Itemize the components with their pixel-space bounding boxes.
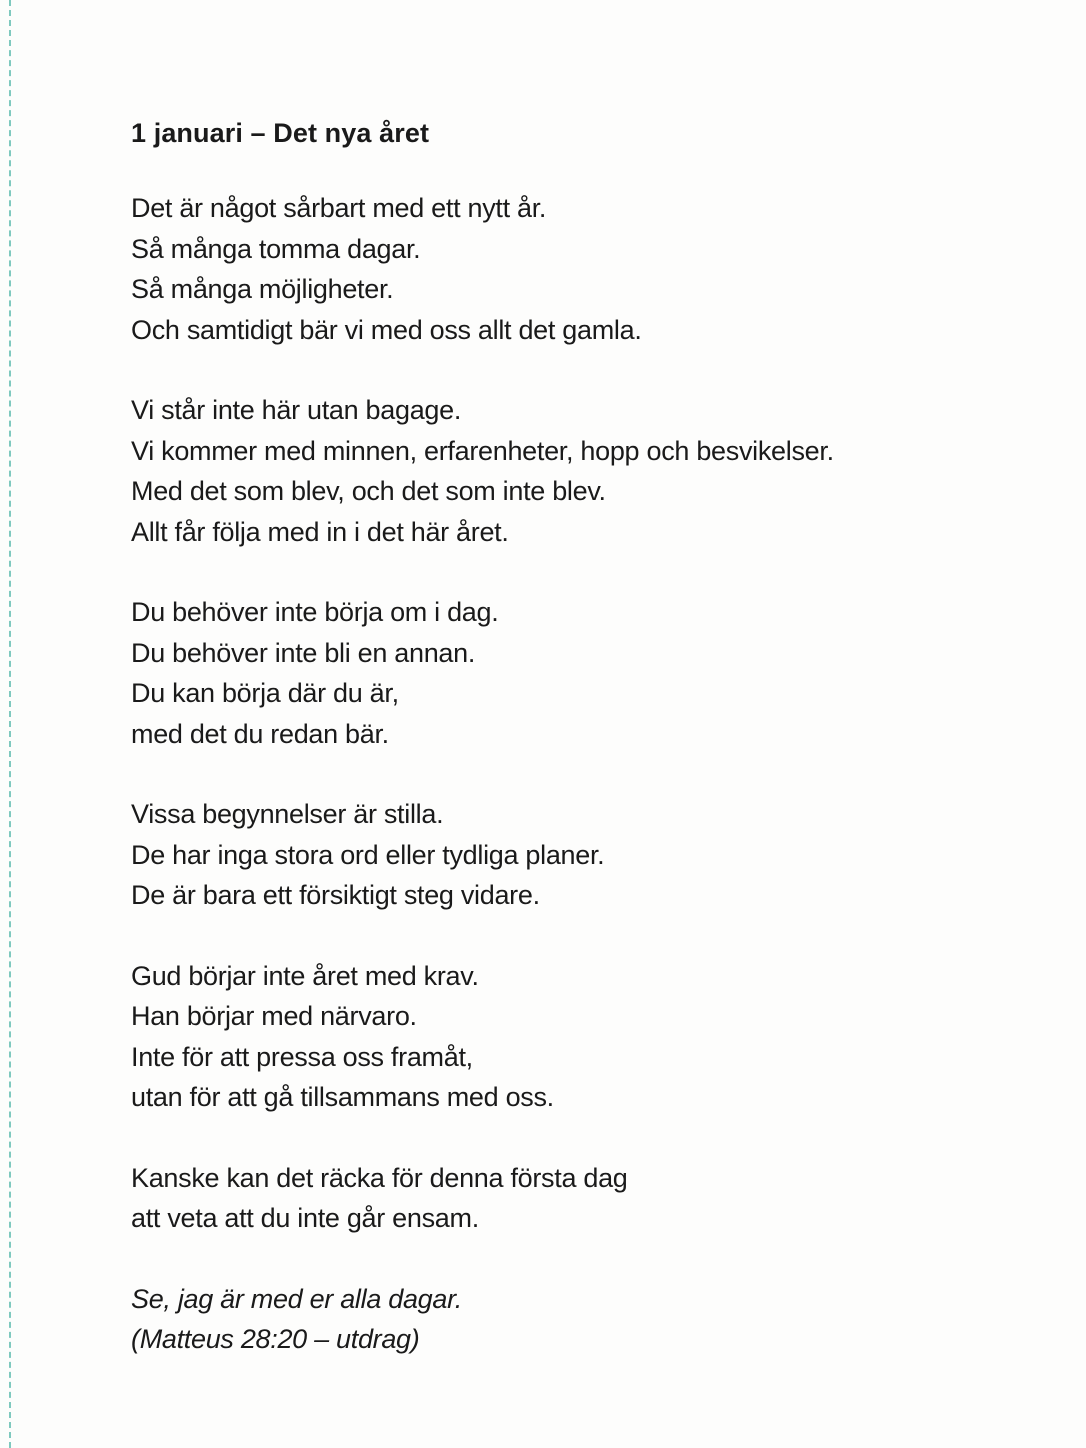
poem-line: Så många tomma dagar.: [131, 233, 421, 264]
poem-line: Med det som blev, och det som inte blev.: [131, 476, 606, 506]
quote-reference: (Matteus 28:20 – utdrag): [131, 1324, 420, 1354]
poem-line: Allt får följa med in i det här året.: [131, 516, 509, 547]
poem-line: Gud börjar inte året med krav.: [131, 960, 479, 991]
stanza-2: [131, 390, 1031, 552]
poem-line: Så många möjligheter.: [131, 274, 394, 304]
poem-line: Kanske kan det räcka för denna första dag: [131, 1162, 628, 1193]
poem-line: Du behöver inte bli en annan.: [131, 637, 476, 668]
stanza-5: [131, 956, 1031, 1118]
poem-line: Och samtidigt bär vi med oss allt det gamla.: [131, 314, 642, 345]
poem-line: Vi står inte här utan bagage.: [131, 395, 462, 425]
poem-line: Vi kommer med minnen, erfarenheter, hopp och besvikelser.: [131, 435, 834, 466]
poem-line: Du behöver inte börja om i dag.: [131, 597, 499, 627]
poem-line: De är bara ett försiktigt steg vidare.: [131, 880, 540, 910]
stanza-6: [131, 1158, 1031, 1239]
stanza-4: [131, 794, 1031, 916]
poem-line: De har inga stora ord eller tydliga planer.: [131, 839, 605, 870]
bible-quote: [131, 1279, 1031, 1360]
poem-line: Han börjar med närvaro.: [131, 1001, 417, 1031]
dashed-margin-line: [9, 0, 11, 1448]
page-content: [131, 112, 1031, 1400]
poem-line: Inte för att pressa oss framåt,: [131, 1041, 473, 1072]
quote-text: Se, jag är med er alla dagar.: [131, 1283, 462, 1314]
poem-line: Vissa begynnelser är stilla.: [131, 799, 444, 829]
poem-line: med det du redan bär.: [131, 718, 389, 749]
stanza-3: [131, 592, 1031, 754]
poem-line: Du kan börja där du är,: [131, 678, 399, 708]
page-title: 1 januari – Det nya året: [131, 118, 430, 148]
stanza-1: [131, 188, 1031, 350]
poem-line: att veta att du inte går ensam.: [131, 1203, 479, 1233]
poem-line: Det är något sårbart med ett nytt år.: [131, 193, 547, 223]
poem-line: utan för att gå tillsammans med oss.: [131, 1082, 554, 1112]
